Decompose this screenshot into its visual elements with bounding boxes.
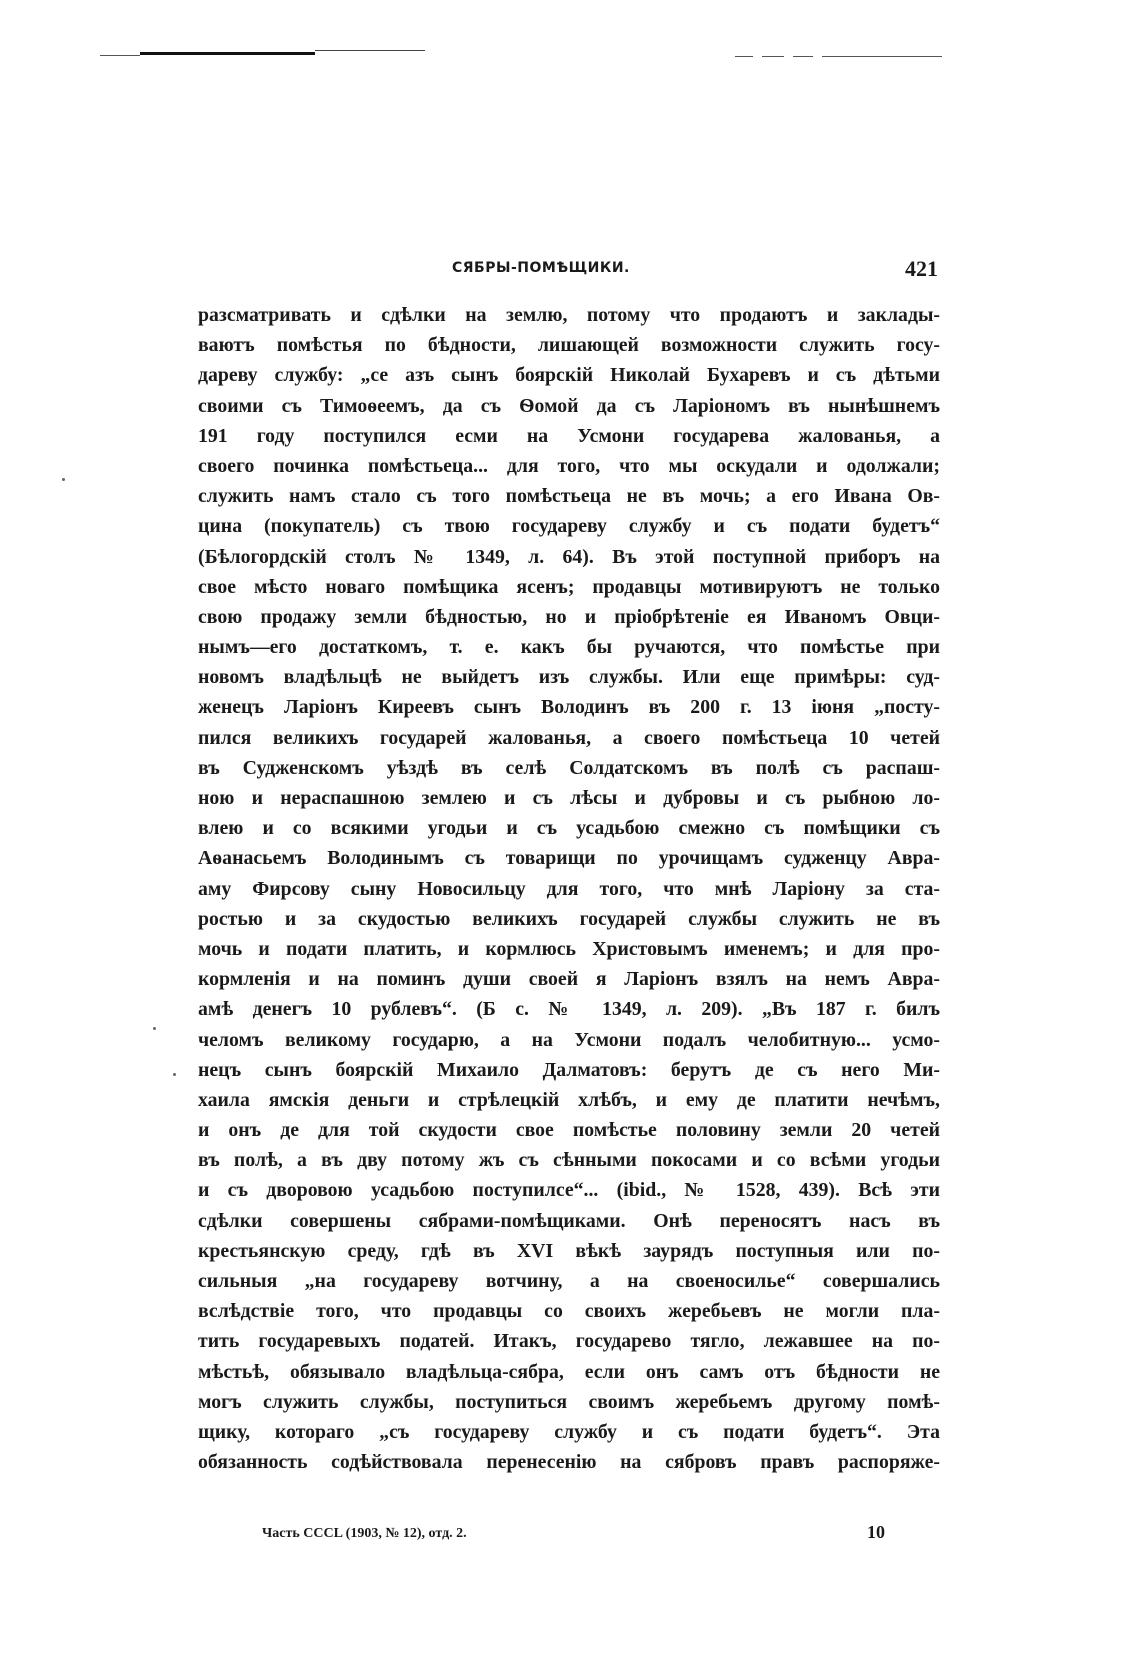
text-line: ростью и за скудостью великихъ государей службы служить не въ [198, 907, 940, 930]
text-line: сильныя „на государеву вотчину, а на своеносилье“ совершались [198, 1270, 940, 1292]
text-line: и съ дворовою усадьбою поступилсе“... (ibid., № 1528, 439). Всѣ эти [198, 1179, 940, 1202]
scan-speck [173, 1073, 176, 1076]
scan-rule [793, 56, 813, 57]
text-line: сдѣлки совершены сябрами-помѣщиками. Онѣ переносятъ насъ въ [198, 1209, 940, 1232]
text-line: мѣстьѣ, обязывало владѣльца-сябра, если онъ самъ отъ бѣдности не [198, 1360, 940, 1383]
running-title: СЯБРЫ-ПОМѢЩИКИ. [452, 260, 630, 276]
text-line: цина (покупатель) съ твою государеву службу и съ подати будетъ“ [198, 515, 940, 538]
scan-speck [153, 1027, 156, 1030]
scan-rule [140, 52, 315, 55]
scan-rule [315, 50, 425, 51]
text-line: хаила ямскія деньги и стрѣлецкій хлѣбъ, и ему де платити нечѣмъ, [198, 1088, 940, 1111]
scan-rule [762, 56, 784, 57]
text-line: нецъ сынъ боярскій Михаило Далматовъ: берутъ де съ него Ми- [198, 1058, 940, 1081]
text-line: въ полѣ, а въ дву потому жъ съ сѣнными покосами и со всѣми угодьи [198, 1149, 940, 1172]
text-line: могъ служить службы, поступиться своимъ жеребьемъ другому помѣ- [198, 1390, 940, 1413]
text-line: разсматривать и сдѣлки на землю, потому что продаютъ и заклады- [198, 304, 940, 326]
text-line: аму Фирсову сыну Новосильцу для того, что мнѣ Ларіону за ста- [198, 877, 940, 900]
text-line: ваютъ помѣстья по бѣдности, лишающей возможности служить госу- [198, 334, 940, 357]
text-line: въ Судженскомъ уѣздѣ въ селѣ Солдатскомъ въ полѣ съ распаш- [198, 756, 940, 779]
text-line: служить намъ стало съ того помѣстьеца не въ мочь; а его Ивана Ов- [198, 485, 940, 508]
body-text [198, 300, 940, 1477]
footer-signature: Часть CCCL (1903, № 12), отд. 2. [262, 1526, 467, 1541]
text-line: своего починка помѣстьеца... для того, что мы оскудали и одолжали; [198, 454, 940, 477]
scan-rule [735, 56, 753, 57]
text-line: Аѳанасьемъ Володинымъ съ товарищи по урочищамъ судженцу Авра- [198, 847, 940, 870]
text-line: своими съ Тимоѳеемъ, да съ Ѳомой да съ Ларіономъ въ нынѣшнемъ [198, 394, 940, 417]
text-line: 191 году поступился есми на Усмони государева жалованья, а [198, 424, 940, 447]
text-line: влею и со всякими угодьи и съ усадьбою смежно съ помѣщики съ [198, 817, 940, 840]
text-line: дареву службу: „се азъ сынъ боярскій Николай Бухаревъ и съ дѣтьми [198, 364, 940, 387]
text-line: нымъ—его достаткомъ, т. е. какъ бы ручаются, что помѣстье при [198, 636, 940, 659]
text-line: ною и нераспашною землею и съ лѣсы и дубровы и съ рыбною ло- [198, 787, 940, 809]
scan-rule [822, 56, 942, 57]
text-line: кормленія и на поминъ души своей я Ларіонъ взялъ на немъ Авра- [198, 968, 940, 991]
text-line: крестьянскую среду, гдѣ въ XVI вѣкѣ заурядъ поступныя или по- [198, 1239, 940, 1262]
page-header [198, 256, 938, 286]
footer-sheet-number: 10 [867, 1522, 885, 1542]
page-footer [262, 1522, 892, 1546]
text-line: новомъ владѣльцѣ не выйдетъ изъ службы. Или еще примѣры: суд- [198, 666, 940, 689]
text-line: щику, котораго „съ государеву службу и съ подати будетъ“. Эта [198, 1420, 940, 1443]
scan-speck [62, 478, 65, 481]
text-line: (Бѣлогордскій столъ № 1349, л. 64). Въ этой поступной приборъ на [198, 545, 940, 568]
text-line: пился великихъ государей жалованья, а своего помѣстьеца 10 четей [198, 726, 940, 749]
text-line: свое мѣсто новаго помѣщика ясенъ; продавцы мотивируютъ не только [198, 575, 940, 598]
text-line: челомъ великому государю, а на Усмони подалъ челобитную... усмо- [198, 1028, 940, 1051]
text-line: женецъ Ларіонъ Киреевъ сынъ Володинъ въ 200 г. 13 іюня „посту- [198, 696, 940, 719]
text-line: тить государевыхъ податей. Итакъ, государево тягло, лежавшее на по- [198, 1330, 940, 1353]
text-line: обязанность содѣйствовала перенесенію на сябровъ правъ распоряже- [198, 1451, 940, 1474]
page-number: 421 [905, 256, 938, 281]
text-line: мочь и подати платить, и кормлюсь Христовымъ именемъ; и для про- [198, 937, 940, 960]
text-line: и онъ де для той скудости свое помѣстье половину земли 20 четей [198, 1119, 940, 1142]
text-line: свою продажу земли бѣдностью, но и пріобрѣтеніе ея Иваномъ Овци- [198, 605, 940, 628]
text-line: вслѣдствіе того, что продавцы со своихъ жеребьевъ не могли пла- [198, 1300, 940, 1323]
scan-rule [100, 55, 140, 56]
text-line: амѣ денегъ 10 рублевъ“. (Б с. № 1349, л. 209). „Въ 187 г. билъ [198, 998, 940, 1021]
